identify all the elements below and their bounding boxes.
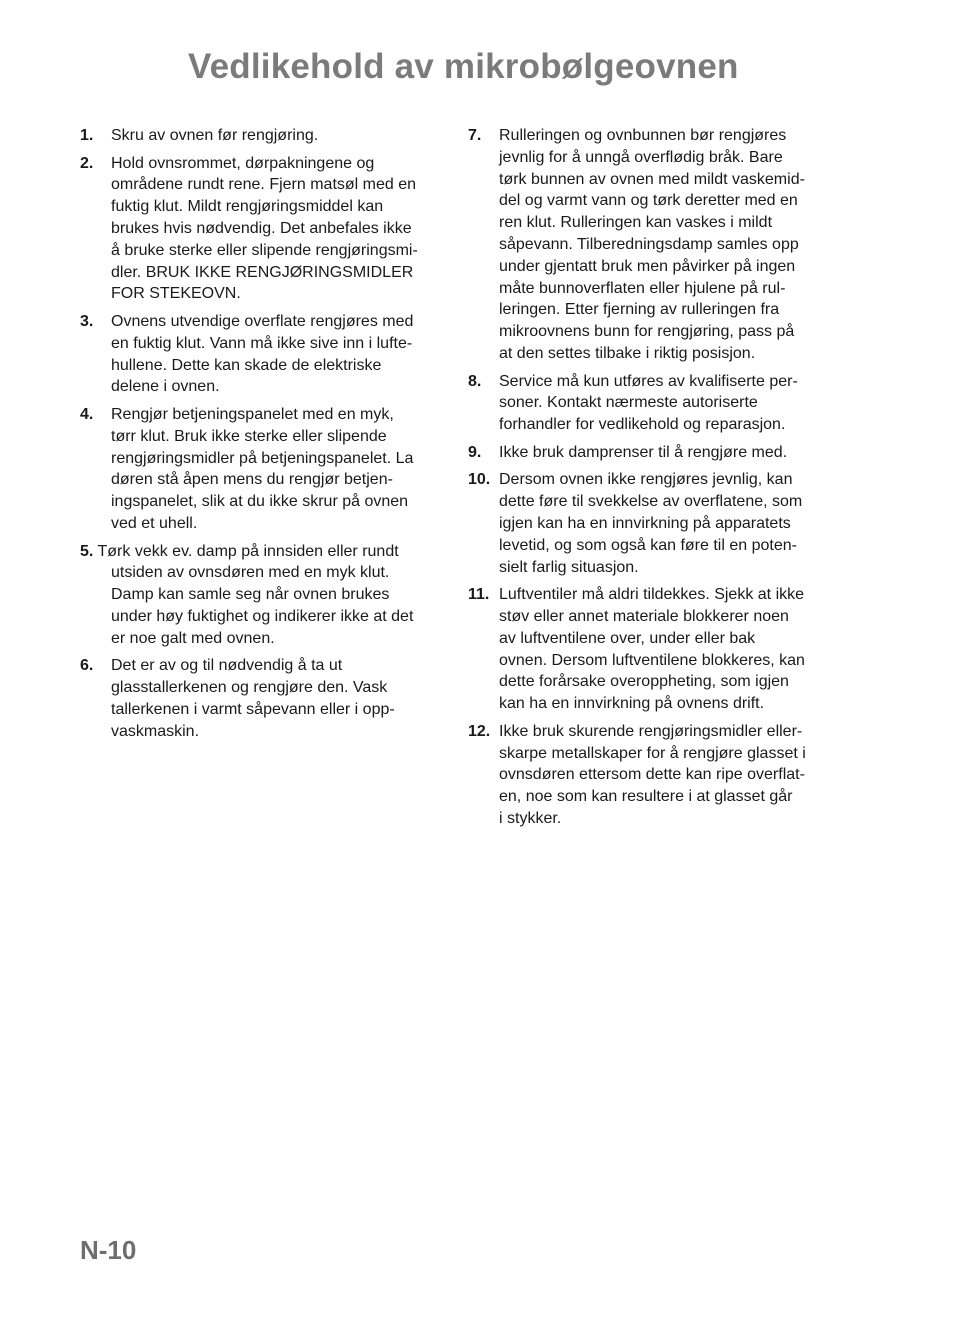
item-number: 11.	[468, 586, 490, 604]
item-number: 6.	[80, 657, 94, 675]
item-text: Ovnens utvendige overflate rengjøres med en fuktig klut. Vann må ikke sive inn i lufte- hullene. Dette kan skade de elektriske delene i ovnen.	[111, 312, 414, 396]
item-text: Dersom ovnen ikke rengjøres jevnlig, kan dette føre til svekkelse av overflatene, som igjen kan ha en innvirkning på apparatets levetid, og som også kan føre til en poten- sielt farlig situasjon.	[499, 471, 803, 576]
list-item	[468, 371, 842, 436]
item-number: 5.	[80, 542, 94, 560]
item-text: Rulleringen og ovnbunnen bør rengjøres jevnlig for å unngå overflødig bråk. Bare tørk bunnen av ovnen med mildt vaskemid- del og varmt vann og tørk deretter med en ren klut. Rulleringen kan vaskes i mildt såpevann. Tilberedningsdamp samles opp under gjentatt bruk men påvirker på ingen måte bunnoverflaten eller hjulene på rul- leringen. Etter fjerning av rulleringen fra mikroovnens bunn for rengjøring, pass på at den settes tilbake i riktig posisjon.	[499, 127, 805, 362]
list-item	[80, 125, 452, 147]
item-number: 10.	[468, 471, 491, 489]
item-text: Ikke bruk skurende rengjøringsmidler eller- skarpe metallskaper for å rengjøre glasset i ovnsdøren ettersom dette kan ripe overflat- en, noe som kan resultere i at glasset går i stykker.	[499, 722, 806, 827]
list-item	[468, 125, 842, 365]
instructions-right-column	[468, 125, 842, 835]
item-text: Hold ovnsrommet, dørpakningene og områdene rundt rene. Fjern matsøl med en fuktig klut. Mildt rengjøringsmiddel kan brukes hvis nødvendig. Det anbefales ikke å bruke sterke eller slipende rengjøringsmi- dler. BRUK IKKE RENGJØRINGSMIDLER FOR STEKEOVN.	[111, 154, 418, 303]
item-text: Ikke bruk damprenser til å rengjøre med.	[499, 443, 788, 461]
list-item	[468, 584, 842, 715]
page-number: N-10	[80, 1235, 137, 1265]
item-number: 3.	[80, 312, 94, 330]
item-text: Luftventiler må aldri tildekkes. Sjekk at ikke støv eller annet materiale blokkerer noen av luftventilene over, under eller bak ovnen. Dersom luftventilene blokkeres, kan dette forårsake overoppheting, som igjen kan ha en innvirkning på ovnens drift.	[499, 586, 805, 713]
list-item	[80, 153, 452, 306]
item-number: 2.	[80, 154, 94, 172]
item-text: Skru av ovnen før rengjøring.	[111, 127, 319, 144]
list-item	[468, 442, 842, 464]
list-item	[80, 655, 452, 742]
list-item	[468, 721, 842, 830]
instructions-left-column	[80, 125, 452, 748]
item-text: Det er av og til nødvendig å ta ut glasstallerkenen og rengjøre den. Vask tallerkenen i varmt såpevann eller i opp- vaskmaskin.	[111, 657, 395, 740]
item-text: Service må kun utføres av kvalifiserte per- soner. Kontakt nærmeste autoriserte forhandler for vedlikehold og reparasjon.	[499, 372, 798, 434]
list-item	[80, 311, 452, 398]
item-number: 4.	[80, 405, 94, 423]
item-number: 8.	[468, 372, 482, 390]
item-number: 1.	[80, 127, 94, 144]
item-number: 7.	[468, 127, 482, 144]
item-text: Rengjør betjeningspanelet med en myk, tørr klut. Bruk ikke sterke eller slipende rengjøringsmidler på betjeningspanelet. La døren stå åpen mens du rengjør betjen- ingspanelet, slik at du ikke skrur på ovnen ved et uhell.	[111, 405, 414, 532]
item-text: Tørk vekk ev. damp på innsiden eller rundt utsiden av ovnsdøren med en myk klut. Damp kan samle seg når ovnen brukes under høy fuktighet og indikerer ikke at det er noe galt med ovnen.	[97, 542, 414, 647]
list-item	[468, 469, 842, 578]
list-item	[80, 541, 452, 650]
item-number: 9.	[468, 443, 482, 461]
item-number: 12.	[468, 722, 491, 740]
list-item	[80, 404, 452, 535]
page-title: Vedlikehold av mikrobølgeovnen	[188, 47, 739, 86]
